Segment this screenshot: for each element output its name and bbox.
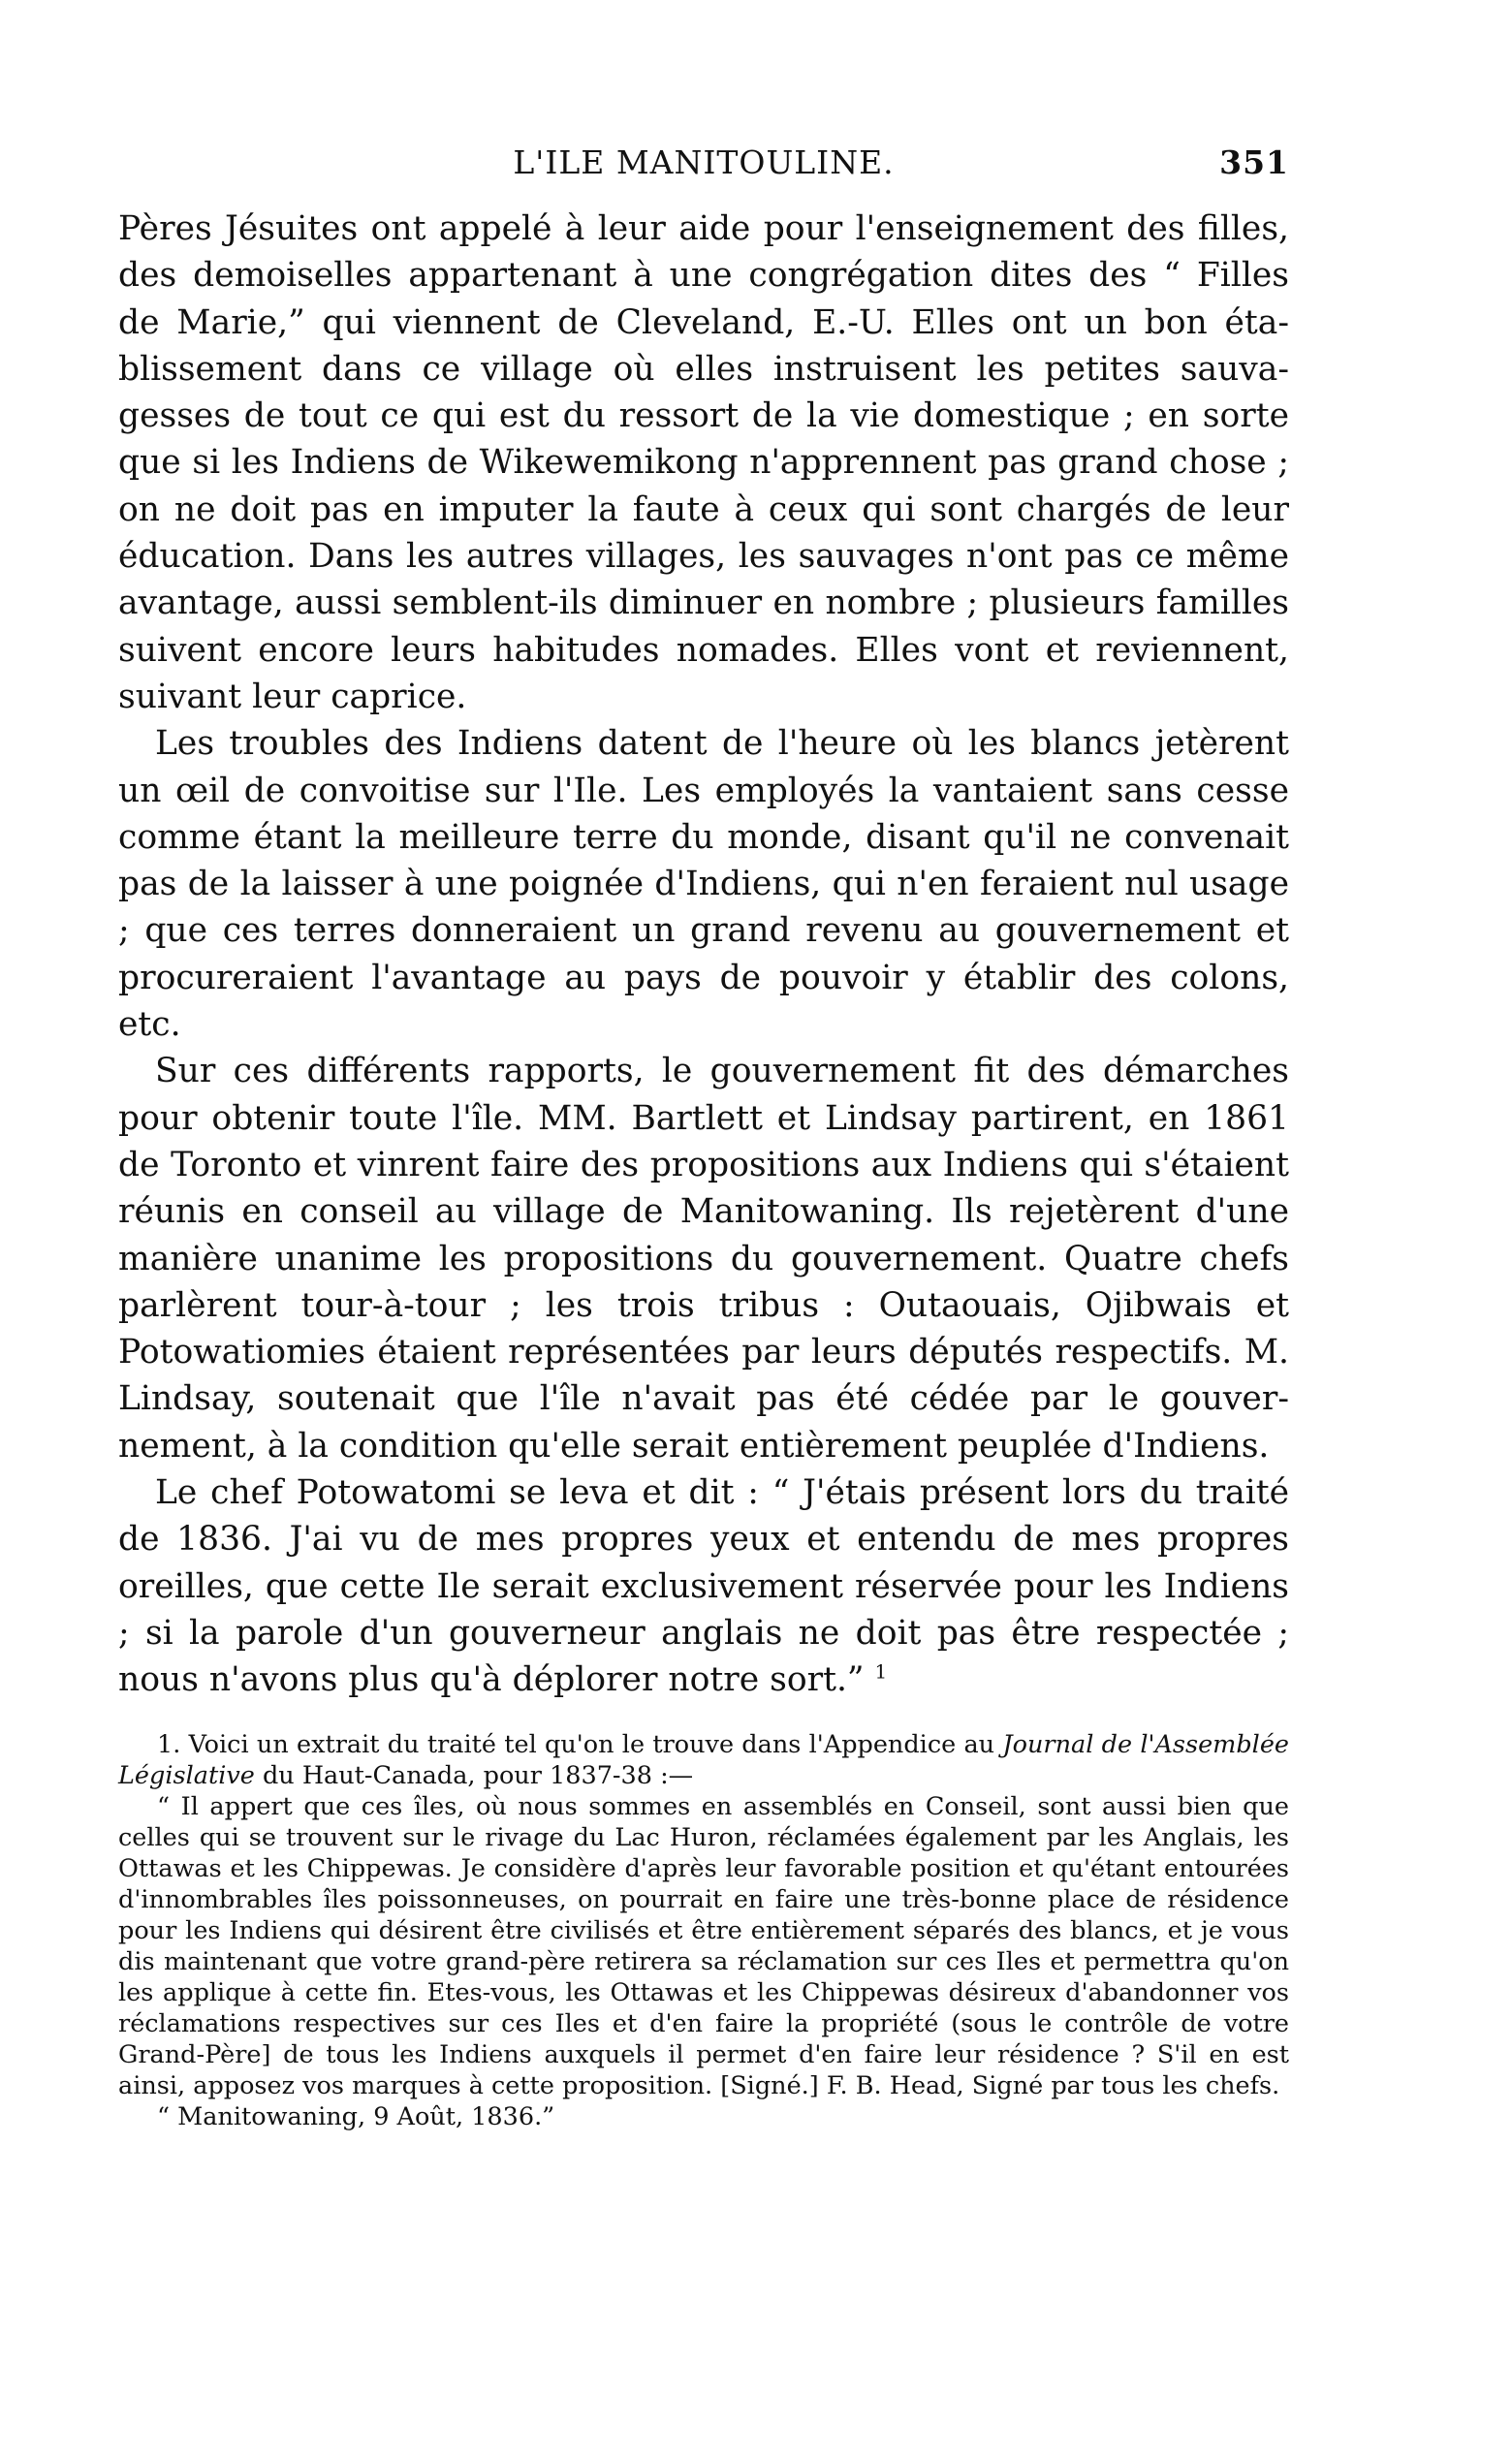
book-page xyxy=(118,143,1289,2132)
footnote-intro xyxy=(118,1729,1289,1791)
footnote-intro-text: 1. Voici un extrait du traité tel qu'on le trouve dans l'Appendice au xyxy=(157,1729,1003,1759)
footnote xyxy=(118,1729,1289,2132)
running-title: L'ILE MANITOULINE. xyxy=(513,143,895,181)
treaty-quote: “ Il appert que ces îles, où nous sommes en assemblés en Conseil, sont aussi bien que celles qui se trouvent sur le rivage du Lac Huron, réclamées également par les Anglais, les Ottawas et les Chippewas. Je considère d'après leur favorable position et qu'étant entourées d'innombrables îles poissonneuses, on pourrait en faire une très-bonne place de résidence pour les Indiens qui désirent être civilisés et être entièrement séparés des blancs, et je vous dis maintenant que votre grand-père retirera sa réclamation sur ces Iles et permettra qu'on les applique à cette fin. Etes-vous, les Ottawas et les Chippewas désireux d'abandonner vos réclamations respectives sur ces Iles et d'en faire la propriété (sous le contrôle de votre Grand-Père] de tous les Indiens auxquels il permet d'en faire leur résidence ? S'il en est ainsi, apposez vos marques à cette proposition. [Signé.] F. B. Head, Signé par tous les chefs. xyxy=(118,1791,1289,2100)
paragraph-continued: Pères Jésuites ont appelé à leur aide pour l'enseignement des filles, des demoiselles appartenant à une congrégation dites des “ Filles de Marie,” qui viennent de Cleveland, E.-U. Elles ont un bon établissement dans ce village où elles instruisent les petites sauvagesses de tout ce qui est du ressort de la vie domestique ; en sorte que si les Indiens de Wikewemikong n'apprennent pas grand chose ; on ne doit pas en imputer la faute à ceux qui sont chargés de leur éducation. Dans les autres villages, les sauvages n'ont pas ce même avantage, aussi semblent-ils diminuer en nombre ; plusieurs familles suivent encore leurs habitudes nomades. Elles vont et reviennent, suivant leur caprice. xyxy=(118,209,1289,716)
page-number: 351 xyxy=(1219,143,1289,181)
paragraph: Sur ces différents rapports, le gouvernement fit des démarches pour obtenir toute l'île. MM. Bartlett et Lindsay partirent, en 1861 de Toronto et vinrent faire des propositions aux Indiens qui s'étaient réunis en conseil au village de Manitowaning. Ils rejetèrent d'une manière unanime les propositions du gouvernement. Quatre chefs parlèrent tour-à-tour ; les trois tribus : Outaouais, Ojibwais et Potowatiomies étaient représentées par leurs députés respectifs. M. Lindsay, soutenait que l'île n'avait pas été cédée par le gouvernement, à la condition qu'elle serait entièrement peuplée d'Indiens. xyxy=(118,1052,1289,1466)
paragraph xyxy=(118,1469,1289,1703)
running-header xyxy=(118,143,1289,198)
main-text xyxy=(118,205,1289,1704)
treaty-dateline: “ Manitowaning, 9 Août, 1836.” xyxy=(157,2101,555,2131)
footnote-reference: 1 xyxy=(874,1659,888,1684)
paragraph: Les troubles des Indiens datent de l'heure où les blancs jetèrent un œil de convoitise sur l'Ile. Les employés la vantaient sans cesse comme étant la meilleure terre du monde, disant qu'il ne convenait pas de la laisser à une poignée d'Indiens, qui n'en feraient nul usage ; que ces terres donneraient un grand revenu au gouvernement et procureraient l'avantage au pays de pouvoir y établir des colons, etc. xyxy=(118,724,1289,1045)
footnote-intro-suffix: du Haut-Canada, pour 1837-38 :— xyxy=(254,1760,694,1790)
paragraph-text: Le chef Potowatomi se leva et dit : “ J'étais présent lors du traité de 1836. J'ai vu de mes propres yeux et entendu de mes propres oreilles, que cette Ile serait exclusivement réservée pour les Indiens ; si la parole d'un gouverneur anglais ne doit pas être respectée ; nous n'avons plus qu'à déplorer notre sort.” xyxy=(118,1473,1289,1700)
journal-title: Journal de l'Assemblée Législative xyxy=(118,1729,1290,1790)
